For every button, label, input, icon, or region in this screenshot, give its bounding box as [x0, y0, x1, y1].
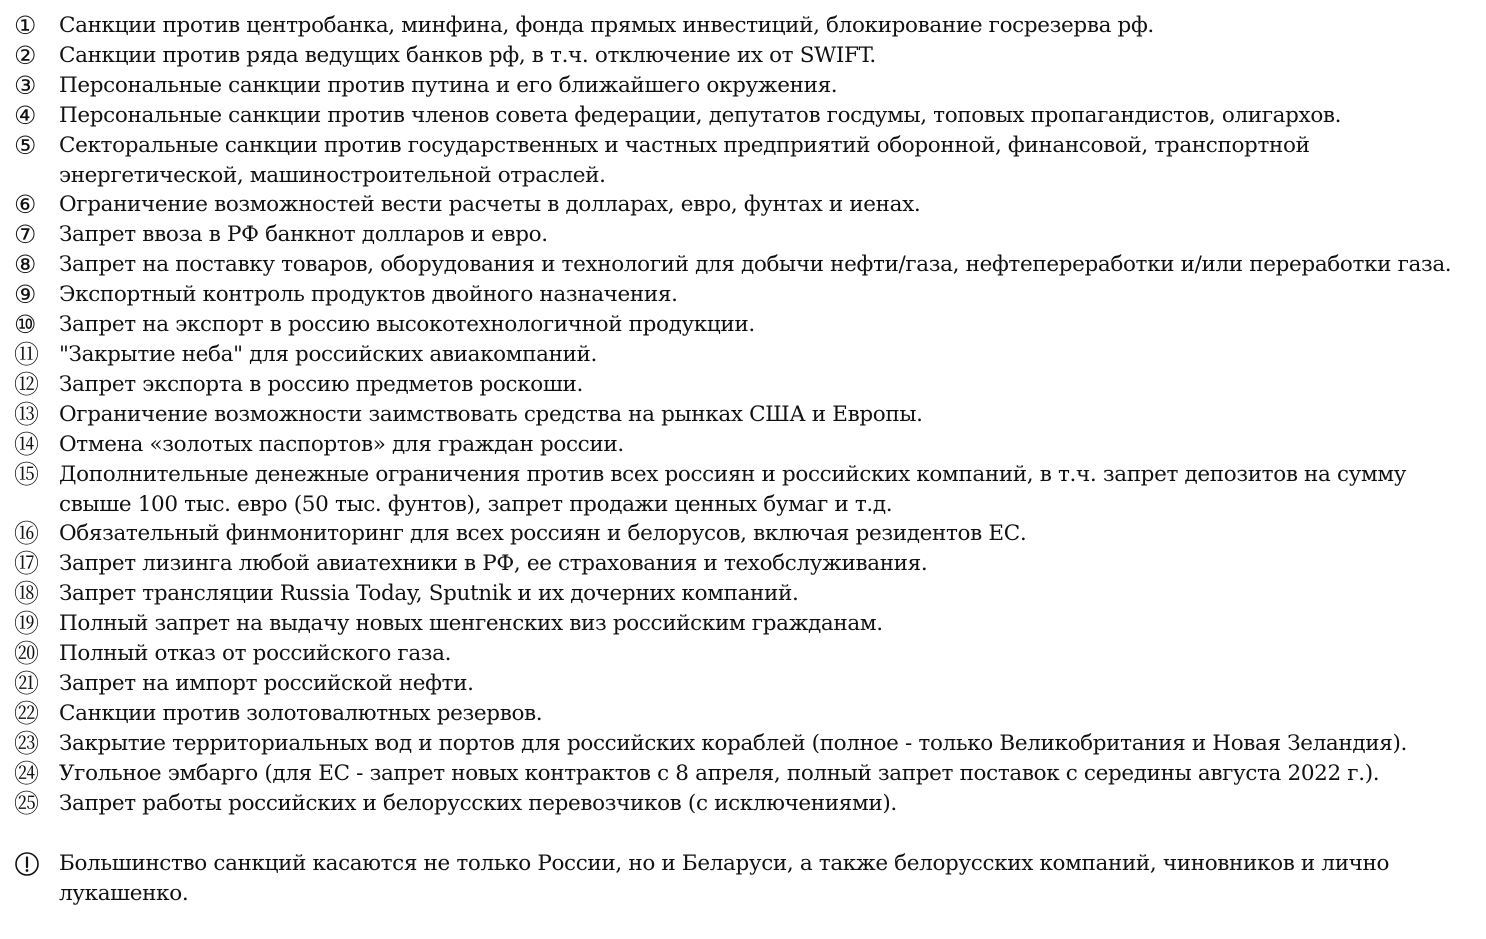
item-number-marker: ⑧ [14, 250, 37, 280]
item-number-marker: ㉑ [14, 669, 40, 699]
item-text: Санкции против центробанка, минфина, фонда прямых инвестиций, блокирование госрезерва рф. [59, 13, 1154, 38]
item-text: Санкции против ряда ведущих банков рф, в т.ч. отключение их от SWIFT. [59, 43, 876, 68]
list-item [14, 669, 1482, 699]
item-text: Персональные санкции против путина и его ближайшего окружения. [59, 73, 838, 98]
item-number-marker: ㉒ [14, 699, 40, 729]
item-number-marker: ⑳ [14, 639, 40, 669]
list-item [14, 460, 1482, 519]
list-item [14, 400, 1482, 430]
sanctions-list [14, 11, 1482, 819]
item-number-marker: ㉕ [14, 789, 40, 819]
item-number-marker: ⑫ [14, 370, 40, 400]
list-item [14, 519, 1482, 549]
item-number-marker: ⑨ [14, 280, 37, 310]
list-item [14, 609, 1482, 639]
item-text: Экспортный контроль продуктов двойного назначения. [59, 282, 678, 308]
list-item [14, 101, 1482, 131]
list-item [14, 639, 1482, 669]
item-number-marker: ⑦ [14, 220, 37, 250]
item-number-marker: ㉔ [14, 759, 40, 789]
item-text: Полный отказ от российского газа. [59, 641, 452, 667]
item-number-marker: ㉓ [14, 729, 40, 759]
sanctions-list-document [14, 11, 1482, 909]
item-text: Секторальные санкции против государственных и частных предприятий оборонной, финансовой, транспортной энергетической, машиностроительной отраслей. [59, 133, 1310, 188]
item-text: Закрытие территориальных вод и портов для российских кораблей (полное - только Великобритания и Новая Зеландия). [59, 731, 1407, 757]
item-number-marker: ⑩ [14, 310, 37, 340]
item-number-marker: ⑥ [14, 190, 37, 220]
note-item [14, 849, 1482, 908]
list-item [14, 250, 1482, 280]
list-spacer [14, 819, 1482, 849]
item-number-marker: ⑭ [14, 430, 40, 460]
item-number-marker: ④ [14, 101, 37, 130]
item-text: Запрет лизинга любой авиатехники в РФ, ее страхования и техобслуживания. [59, 551, 928, 577]
item-text: "Закрытие неба" для российских авиакомпаний. [59, 342, 597, 368]
list-item [14, 71, 1482, 101]
item-text: Санкции против золотовалютных резервов. [59, 701, 543, 727]
item-number-marker: ⑯ [14, 519, 40, 549]
item-text: Запрет трансляции Russia Today, Sputnik и их дочерних компаний. [59, 581, 799, 607]
list-item [14, 190, 1482, 220]
list-item [14, 579, 1482, 609]
list-item [14, 280, 1482, 310]
item-text: Отмена «золотых паспортов» для граждан россии. [59, 432, 624, 458]
list-item [14, 729, 1482, 759]
item-number-marker: ② [14, 41, 37, 70]
item-number-marker: ① [14, 11, 37, 40]
item-number-marker: ③ [14, 71, 37, 100]
item-number-marker: ⑲ [14, 609, 40, 639]
list-item [14, 699, 1482, 729]
item-number-marker: ⑰ [14, 549, 40, 579]
note-text: Большинство санкций касаются не только России, но и Беларуси, а также белорусских компаний, чиновников и лично лукашенко. [59, 851, 1390, 906]
item-text: Запрет ввоза в РФ банкнот долларов и евро. [59, 222, 548, 248]
item-text: Запрет экспорта в россию предметов роскоши. [59, 372, 583, 398]
item-number-marker: ⑤ [14, 131, 37, 160]
item-text: Запрет на импорт российской нефти. [59, 671, 474, 697]
item-text: Запрет на экспорт в россию высокотехнологичной продукции. [59, 312, 755, 338]
item-number-marker: ⑬ [14, 400, 40, 430]
item-text: Дополнительные денежные ограничения против всех россиян и российских компаний, в т.ч. запрет депозитов на сумму свыше 100 тыс. евро (50 тыс. фунтов), запрет продажи ценных бумаг и т.д. [59, 462, 1407, 517]
item-text: Персональные санкции против членов совета федерации, депутатов госдумы, топовых пропагандистов, олигархов. [59, 103, 1342, 128]
list-item [14, 131, 1482, 190]
list-item [14, 41, 1482, 71]
list-item [14, 430, 1482, 460]
item-text: Запрет работы российских и белорусских перевозчиков (с исключениями). [59, 791, 897, 817]
item-text: Полный запрет на выдачу новых шенгенских виз российским гражданам. [59, 611, 883, 637]
item-number-marker: ⑱ [14, 579, 40, 609]
item-text: Обязательный финмониторинг для всех россиян и белорусов, включая резидентов ЕС. [59, 521, 1027, 547]
list-item [14, 220, 1482, 250]
item-text: Угольное эмбарго (для ЕС - запрет новых контрактов с 8 апреля, полный запрет поставок с середины августа 2022 г.). [59, 761, 1380, 787]
list-item [14, 759, 1482, 789]
list-item [14, 310, 1482, 340]
list-item [14, 549, 1482, 579]
list-item [14, 340, 1482, 370]
list-item [14, 11, 1482, 41]
list-item [14, 789, 1482, 819]
item-text: Запрет на поставку товаров, оборудования и технологий для добычи нефти/газа, нефтепереработки и/или переработки газа. [59, 252, 1452, 278]
item-number-marker: ⑮ [14, 460, 40, 490]
item-text: Ограничение возможностей вести расчеты в долларах, евро, фунтах и иенах. [59, 192, 921, 218]
list-item [14, 370, 1482, 400]
exclamation-circle-icon [14, 849, 44, 879]
item-number-marker: ⑪ [14, 340, 40, 370]
item-text: Ограничение возможности заимствовать средства на рынках США и Европы. [59, 402, 923, 428]
